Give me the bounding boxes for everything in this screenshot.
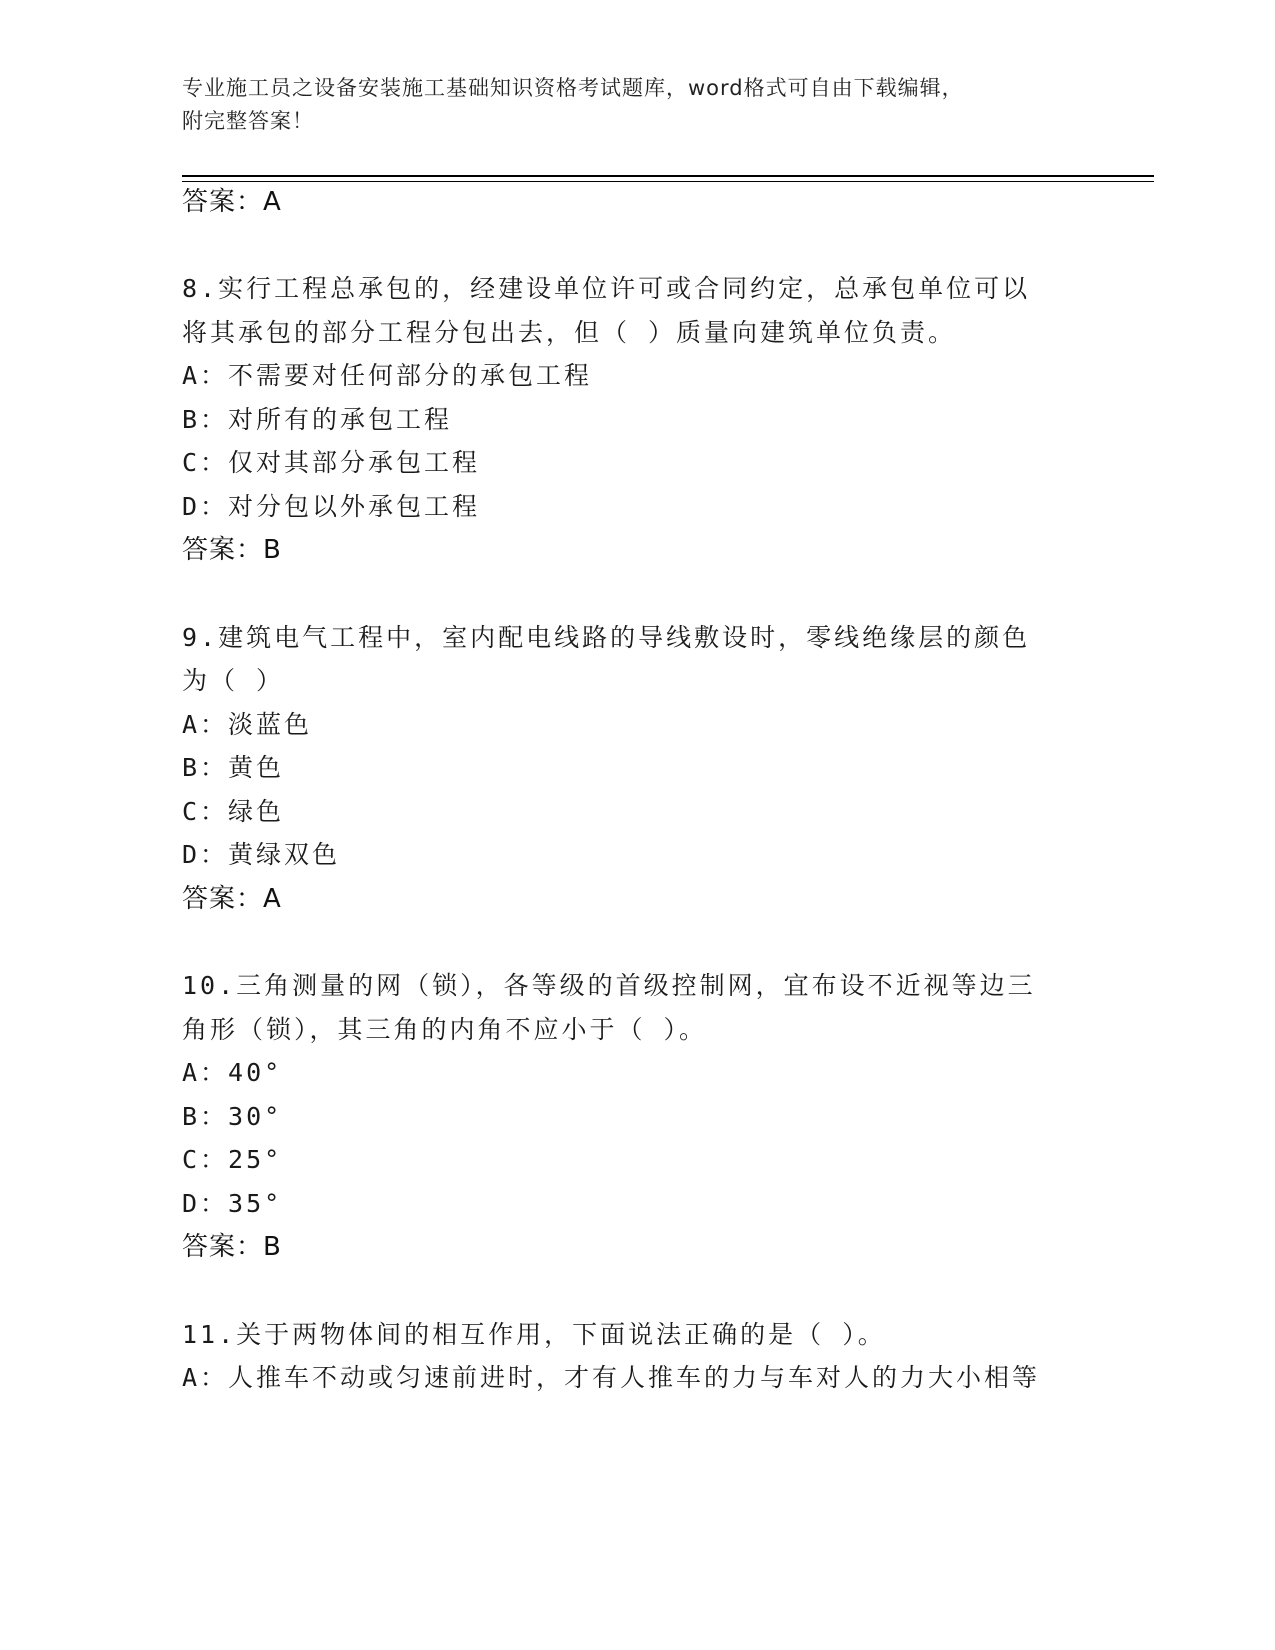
option-b: B：对所有的承包工程 xyxy=(182,405,453,434)
option-d: D：对分包以外承包工程 xyxy=(182,492,481,521)
answer-line xyxy=(182,884,282,914)
option-a: A：40° xyxy=(182,1058,283,1087)
question-text: 8.实行工程总承包的，经建设单位许可或合同约定，总承包单位可以 xyxy=(182,274,1031,303)
header-divider-thin xyxy=(182,181,1154,182)
page-header xyxy=(182,72,1062,138)
header-divider xyxy=(182,175,1154,177)
option-c: C：仅对其部分承包工程 xyxy=(182,448,481,477)
answer-value: A xyxy=(263,187,282,217)
option-a: A：淡蓝色 xyxy=(182,710,313,739)
answer-label: 答案： xyxy=(182,535,264,565)
answer-label: 答案： xyxy=(182,1232,264,1262)
header-line: 附完整答案！ xyxy=(182,109,314,133)
question-text: 将其承包的部分工程分包出去，但（ ）质量向建筑单位负责。 xyxy=(182,318,957,347)
option-b: B：黄色 xyxy=(182,753,285,782)
option-b: B：30° xyxy=(182,1102,283,1131)
question-text: 11.关于两物体间的相互作用，下面说法正确的是（ ）。 xyxy=(182,1320,886,1349)
answer-line xyxy=(182,1232,282,1262)
option-a: A：人推车不动或匀速前进时，才有人推车的力与车对人的力大小相等 xyxy=(182,1363,1041,1392)
option-a: A：不需要对任何部分的承包工程 xyxy=(182,361,593,390)
question-text: 9.建筑电气工程中，室内配电线路的导线敷设时，零线绝缘层的颜色 xyxy=(182,623,1031,652)
question-text: 角形（锁），其三角的内角不应小于（ ）。 xyxy=(182,1015,708,1044)
header-line: 专业施工员之设备安装施工基础知识资格考试题库，word格式可自由下载编辑， xyxy=(182,76,964,100)
answer-label: 答案： xyxy=(182,187,264,217)
question-text: 为（ ） xyxy=(182,666,285,695)
question-text: 10.三角测量的网（锁），各等级的首级控制网，宜布设不近视等边三 xyxy=(182,971,1036,1000)
answer-value: B xyxy=(263,535,282,565)
option-d: D：黄绿双色 xyxy=(182,840,341,869)
answer-line xyxy=(182,187,282,217)
answer-value: A xyxy=(263,884,282,914)
option-d: D：35° xyxy=(182,1189,283,1218)
answer-value: B xyxy=(263,1232,282,1262)
answer-line xyxy=(182,535,282,565)
option-c: C：25° xyxy=(182,1145,283,1174)
option-c: C：绿色 xyxy=(182,797,285,826)
answer-label: 答案： xyxy=(182,884,264,914)
